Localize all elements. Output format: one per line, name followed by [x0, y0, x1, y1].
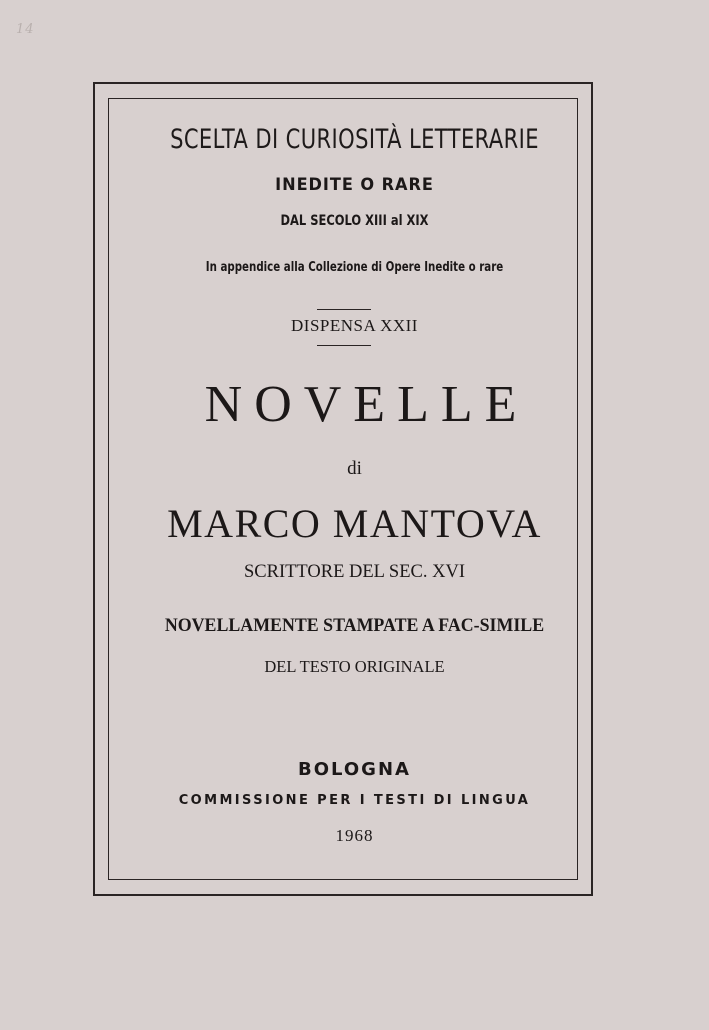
series-subtitle: INEDITE O RARE: [275, 175, 434, 195]
issue-number: DISPENSA XXII: [291, 316, 418, 335]
author-name: MARCO MANTOVA: [167, 501, 542, 546]
author-preposition: di: [347, 458, 362, 479]
edition-note-secondary: DEL TESTO ORIGINALE: [264, 657, 445, 676]
divider-rule-bottom: [317, 345, 371, 346]
edition-note: NOVELLAMENTE STAMPATE A FAC-SIMILE: [164, 615, 545, 636]
appendix-note: In appendice alla Collezione di Opere Inedite o rare: [205, 259, 504, 275]
imprint-city: BOLOGNA: [298, 759, 411, 780]
pencil-mark: 14: [16, 22, 35, 37]
imprint-year: 1968: [335, 826, 374, 845]
series-period: DAL SECOLO XIII al XIX: [280, 213, 429, 229]
author-description: SCRITTORE DEL SEC. XVI: [244, 562, 465, 582]
imprint-publisher: COMMISSIONE PER I TESTI DI LINGUA: [178, 793, 531, 808]
divider-rule-top: [317, 309, 371, 310]
book-title: NOVELLE: [204, 376, 529, 433]
series-title: SCELTA DI CURIOSITÀ LETTERARIE: [170, 124, 539, 155]
